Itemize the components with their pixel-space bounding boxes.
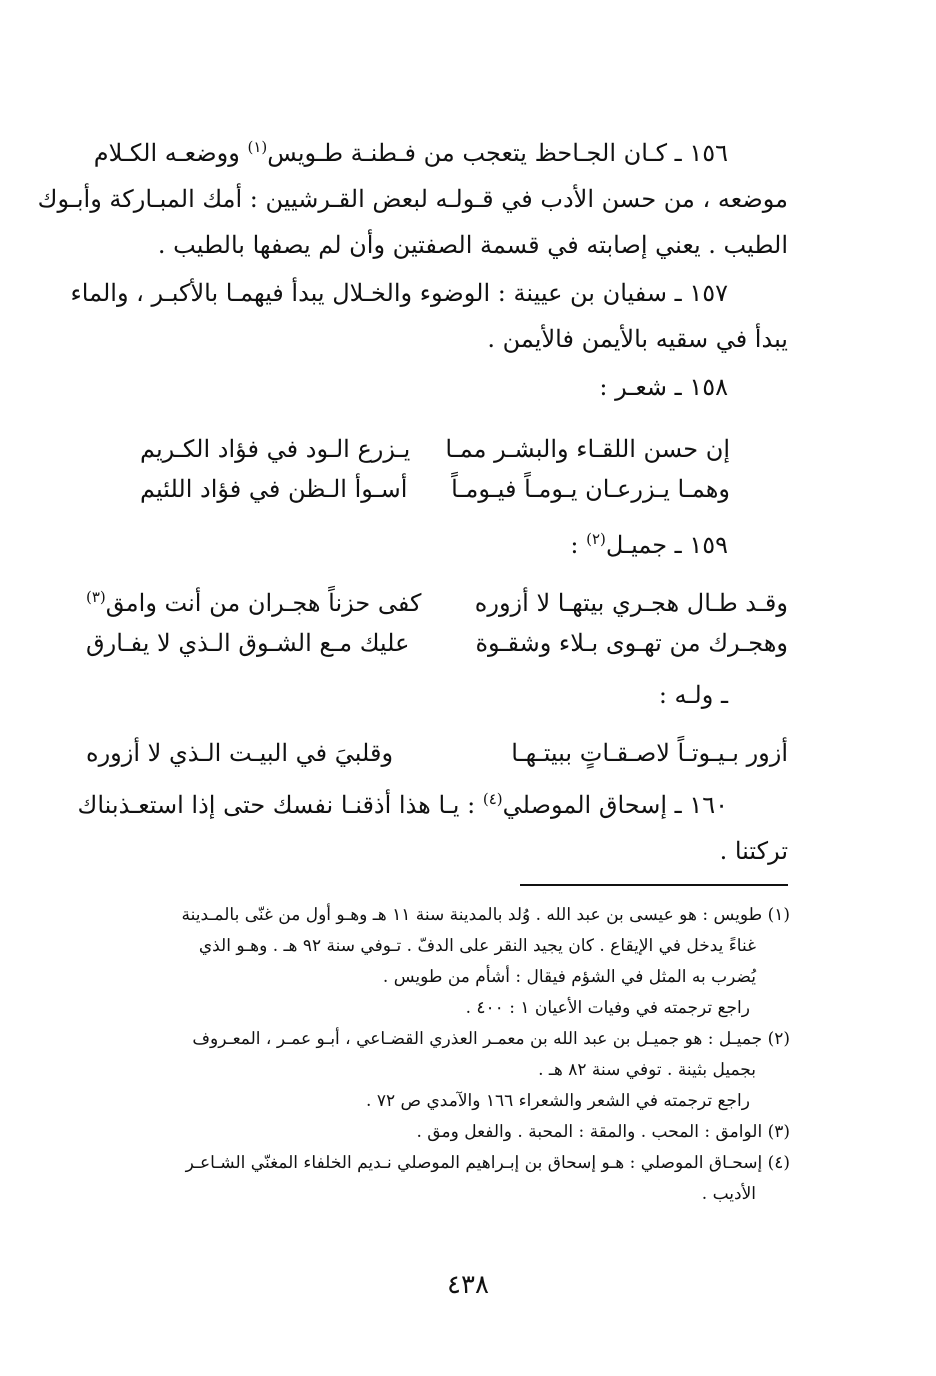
footnote-1-line-4: راجع ترجمته في وفيات الأعيان ١ : ٤٠٠ .: [465, 998, 750, 1018]
entry-156-text: ١٥٦ ـ كـان الجـاحظ يتعجب من فـطنـة طـويس: [267, 139, 728, 167]
footnote-2-line-2: بجميل بثينة . توفي سنة ٨٢ هـ .: [538, 1060, 756, 1080]
entry-157-line-2: يبدأ في سقيه بالأيمن فالأيمن .: [487, 325, 788, 353]
entry-160-text-cont: : يـا هذا أذقنـا نفسك حتى إذا استعـذبناك: [77, 791, 476, 819]
verse-159-2: [86, 620, 788, 666]
verse-hemistich-second: وقلبيَ في البيـت الـذي لا أزوره: [86, 739, 394, 767]
verse-hemistich-second: أسـوأ الـظن في فؤاد اللئيم: [140, 475, 408, 503]
verse-159-3: [86, 730, 788, 776]
entry-156: [37, 130, 788, 268]
entry-160: [77, 782, 788, 874]
footnote-3-line-1: (٣) الوامق : المحب . والمقة : المحبة . والفعل ومق .: [416, 1122, 790, 1142]
verse-hemistich-first: وقـد طـال هجـري بيتهـا لا أزوره: [474, 589, 788, 617]
entry-160-line-2: تركتنا .: [719, 837, 788, 865]
footnotes: [90, 900, 790, 1210]
entry-158-heading: ١٥٨ ـ شعـر :: [599, 373, 728, 401]
footnote-ref-1: (١): [247, 138, 268, 156]
verse-hemistich-first: إن حسن اللقـاء والبشـر ممـا: [445, 435, 730, 463]
entry-156-line-2: موضعه ، من حسن الأدب في قـولـه لبعض القـرشيين : أمك المبـاركة وأبـوك: [37, 185, 788, 213]
footnote-1-line-3: يُضرب به المثل في الشؤم فيقال : أشأم من طويس .: [382, 967, 756, 987]
footnote-4-line-2: الأديب .: [701, 1184, 756, 1204]
footnote-ref-4: (٤): [482, 790, 503, 808]
footnote-2-line-1: (٢) جميـل : هو جميـل بن عبد الله بن معمـر العذري القضـاعي ، أبـو عمـر ، المعـروف: [192, 1029, 790, 1049]
entry-160-line-1: [77, 782, 788, 828]
entry-159-colon: :: [570, 531, 579, 559]
entry-157-line-1: ١٥٧ ـ سفيان بن عيينة : الوضوء والخـلال يبدأ فيهمـا بالأكبـر ، والماء: [70, 279, 728, 307]
verse-hemistich-second: يـزرع الـود في فؤاد الكـريم: [140, 435, 411, 463]
entry-156-line-1: [84, 130, 788, 176]
footnote-2-line-3: راجع ترجمته في الشعر والشعراء ١٦٦ والآمدي ص ٧٢ .: [366, 1091, 750, 1111]
footnote-1-line-1: (١) طويس : هو عيسى بن عبد الله . وُلد بالمدينة سنة ١١ هـ وهـو أول من غنّى بالمـدينة: [181, 905, 790, 925]
verse-hemistich-second-text: كفى حزناً هجـران من أنت وامق: [105, 589, 422, 617]
footnote-ref-3: (٣): [86, 588, 106, 606]
verse-158-2: [140, 466, 730, 512]
verse-hemistich-first: وهجـرك من تهـوى بـلاء وشقـوة: [475, 629, 788, 657]
entry-156-text-cont: ووضعـه الكـلام: [93, 139, 240, 167]
footnote-ref-2: (٢): [586, 530, 606, 548]
page-number: ٤٣٨: [447, 1270, 489, 1300]
footnote-1-line-2: غناءً يدخل في الإيقاع . كان يجيد النقر على الدفّ . تـوفي سنة ٩٢ هـ . وهـو الذي: [198, 936, 756, 956]
entry-159-heading-text: ١٥٩ ـ جميـل: [605, 531, 728, 559]
verse-hemistich-first: وهمـا يـزرعـان يـومـاً فيـومـاً: [451, 475, 730, 503]
entry-159-heading: [84, 522, 728, 568]
verse-hemistich-first: أزور بـيـوتـاً لاصـقـاتٍ ببيتـهـا: [511, 739, 788, 767]
entry-160-text: ١٦٠ ـ إسحاق الموصلي: [502, 791, 728, 819]
footnote-divider: [520, 884, 788, 886]
footnote-4-line-1: (٤) إسحـاق الموصلي : هـو إسحاق بن إبـراهيم الموصلي نـديم الخلفاء المغنّي الشـاعـر: [185, 1153, 790, 1173]
verse-hemistich-second: عليك مـع الشـوق الـذي لا يفـارق: [86, 629, 410, 657]
entry-157: [70, 270, 788, 362]
entry-159-subheading: ـ ولـه :: [658, 681, 728, 709]
entry-156-line-3: الطيب . يعني إصابته في قسمة الصفتين وأن لم يصفها بالطيب .: [157, 231, 788, 259]
